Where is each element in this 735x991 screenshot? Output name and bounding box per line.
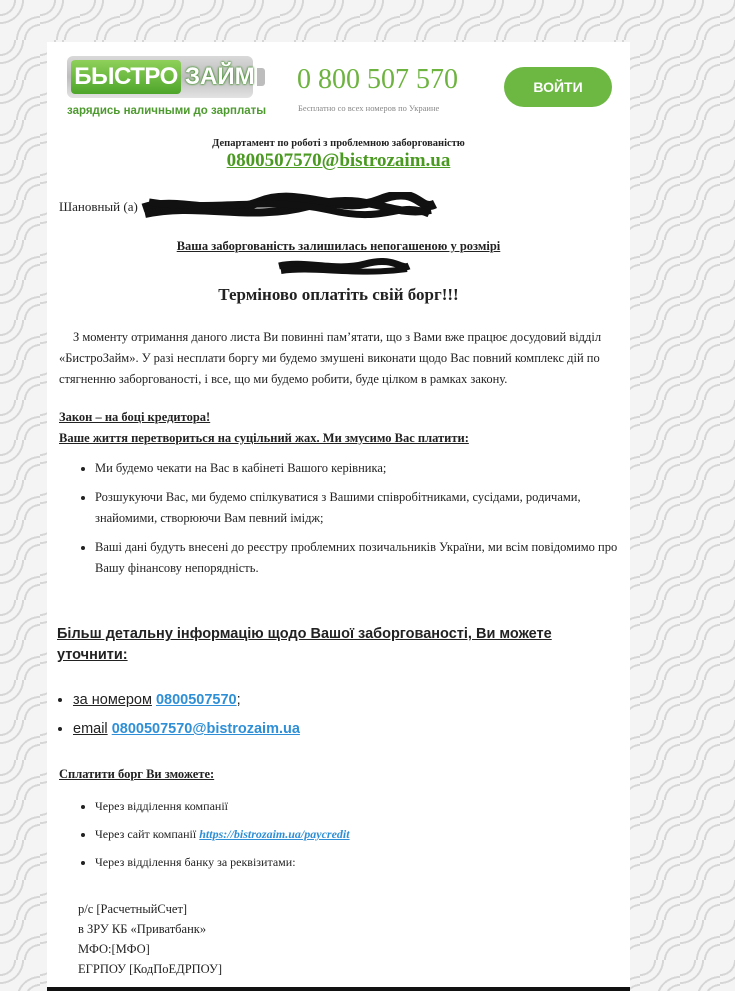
logo-battery-cap xyxy=(257,68,265,86)
logo-text-right: ЗАЙМ xyxy=(185,63,255,90)
list-item: • Ми будемо чекати на Вас в кабінеті Вашого керівника; xyxy=(95,458,630,479)
payment-options-list xyxy=(59,799,350,883)
department-title: Департамент по роботі з проблемною заборгованістю xyxy=(212,138,465,149)
contact-email-item xyxy=(73,715,300,744)
logo-tagline: зарядись наличными до зарплаты xyxy=(67,105,267,117)
department-email-link[interactable]: 0800507570@bistrozaim.ua xyxy=(226,150,451,171)
hotline-note: Бесплатно со всех номеров по Украине xyxy=(298,103,440,113)
email-body xyxy=(47,42,630,991)
payment-site-link[interactable]: https://bistrozaim.ua/paycredit xyxy=(199,827,350,841)
redaction-amount-scribble xyxy=(275,258,413,278)
requisite-mfo: МФО:[МФО] xyxy=(78,942,150,956)
contact-list xyxy=(57,686,300,744)
hotline-phone[interactable]: 0 800 507 570 xyxy=(297,64,458,95)
list-item: • Через відділення банку за реквізитами: xyxy=(95,855,350,869)
contact-phone-link[interactable]: 0800507570 xyxy=(155,692,237,708)
bottom-border xyxy=(47,987,630,991)
bank-requisites xyxy=(78,899,222,979)
contact-email-label: email xyxy=(73,721,108,737)
logo-text-left: БЫСТРО xyxy=(71,60,181,94)
contact-phone-suffix: ; xyxy=(236,692,241,708)
list-item: • Ваші дані будуть внесені до реєстру проблемних позичальників України, ми всім повідомимо про Вашу фінансову непорядність. xyxy=(95,537,630,579)
list-item: • Через відділення компанії xyxy=(95,799,350,813)
warning-paragraph: З моменту отримання даного листа Ви повинні пам’ятати, що з Вами вже працює досудовий відділ «БистроЗайм». У разі несплати боргу ми будемо змушені виконати щодо Вас повний комплекс дій по стягненню заборгованості, і все, що ми будемо робити, буде цілком в рамках закону. xyxy=(59,330,602,386)
list-item: • Розшукуючи Вас, ми будемо спілкуватися з Вашими співробітниками, сусідами, родичами, знайомими, створюючи Вам певний імідж; xyxy=(95,487,630,529)
requisite-bank: в ЗРУ КБ «Приватбанк» xyxy=(78,922,207,936)
payment-heading: Сплатити борг Ви зможете: xyxy=(59,767,215,781)
contact-phone-item xyxy=(73,686,300,715)
contact-phone-label: за номером xyxy=(73,692,152,708)
law-statement: Закон – на боці кредитора! xyxy=(59,410,211,424)
redaction-name-scribble xyxy=(139,192,439,224)
urgent-heading: Терміново оплатіть свій борг!!! xyxy=(218,285,459,304)
list-item xyxy=(95,827,350,841)
login-button[interactable]: ВОЙТИ xyxy=(504,67,612,107)
more-info-heading: Більш детальну інформацію щодо Вашої заборгованості, Ви можете уточнити: xyxy=(57,626,552,663)
logo[interactable] xyxy=(67,56,257,106)
requisite-account: р/с [РасчетныйСчет] xyxy=(78,902,188,916)
threat-list xyxy=(59,458,630,587)
contact-email-link[interactable]: 0800507570@bistrozaim.ua xyxy=(111,721,300,737)
payment-site-label: Через сайт компанії xyxy=(95,827,197,841)
debt-amount-line: Ваша заборгованість залишилась непогашеною у розмірі xyxy=(176,239,501,253)
requisite-edrpou: ЕГРПОУ [КодПоЕДРПОУ] xyxy=(78,962,223,976)
threat-heading: Ваше життя перетвориться на суцільний жах. Ми змусимо Вас платити: xyxy=(59,431,469,445)
greeting: Шановный (а) xyxy=(59,199,138,214)
